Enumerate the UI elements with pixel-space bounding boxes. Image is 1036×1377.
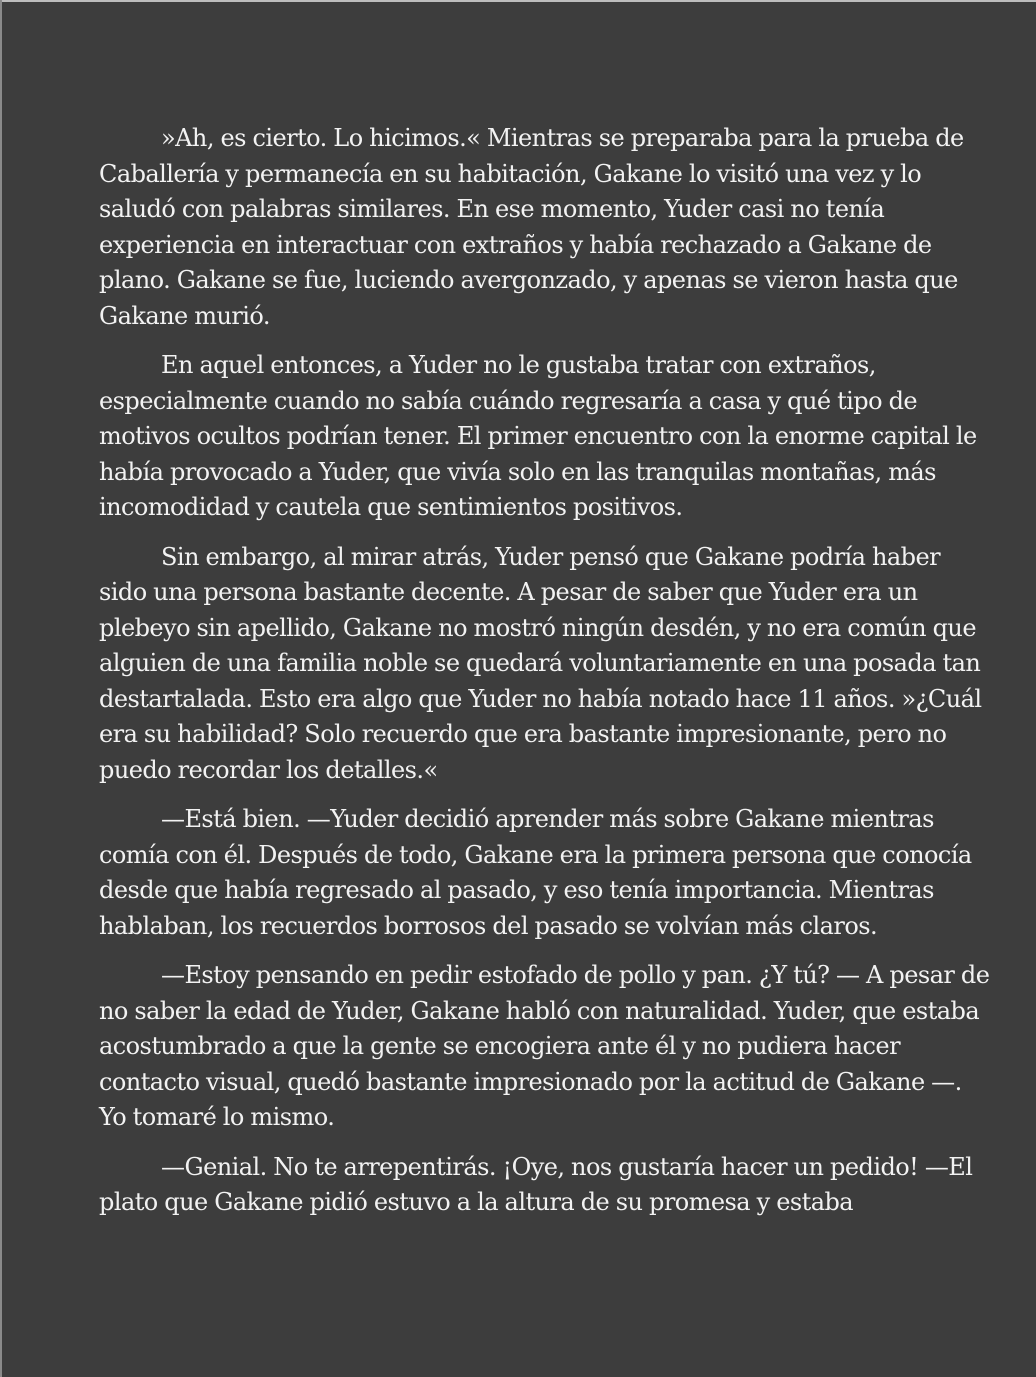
- window-top-border: [0, 0, 1036, 2]
- paragraph: En aquel entonces, a Yuder no le gustaba tratar con extraños, especialmente cuando no sabía cuándo regresaría a casa y qué tipo de motivos ocultos podrían tener. El primer encuentro con la enorme capital le había provocado a Yuder, que vivía solo en las tranquilas montañas, más incomodidad y cautela que sentimientos positivos.: [99, 351, 977, 521]
- window-left-border: [0, 0, 2, 1377]
- reader-page[interactable]: [99, 121, 991, 1235]
- paragraph: »Ah, es cierto. Lo hicimos.« Mientras se preparaba para la prueba de Caballería y permanecía en su habitación, Gakane lo visitó una vez y lo saludó con palabras similares. En ese momento, Yuder casi no tenía experiencia en interactuar con extraños y había rechazado a Gakane de plano. Gakane se fue, luciendo avergonzado, y apenas se vieron hasta que Gakane murió.: [99, 124, 964, 330]
- paragraph: Sin embargo, al mirar atrás, Yuder pensó que Gakane podría haber sido una persona bastante decente. A pesar de saber que Yuder era un plebeyo sin apellido, Gakane no mostró ningún desdén, y no era común que alguien de una familia noble se quedará voluntariamente en una posada tan destartalada. Esto era algo que Yuder no había notado hace 11 años. »¿Cuál era su habilidad? Solo recuerdo que era bastante impresionante, pero no puedo recordar los detalles.«: [99, 542, 982, 784]
- paragraph: —Está bien. —Yuder decidió aprender más sobre Gakane mientras comía con él. Después de todo, Gakane era la primera persona que conocía desde que había regresado al pasado, y eso tenía importancia. Mientras hablaban, los recuerdos borrosos del pasado se volvían más claros.: [99, 805, 972, 940]
- paragraph: —Estoy pensando en pedir estofado de pollo y pan. ¿Y tú? — A pesar de no saber la edad de Yuder, Gakane habló con naturalidad. Yuder, que estaba acostumbrado a que la gente se encogiera ante él y no pudiera hacer contacto visual, quedó bastante impresionado por la actitud de Gakane —. Yo tomaré lo mismo.: [99, 961, 990, 1131]
- paragraph: —Genial. No te arrepentirás. ¡Oye, nos gustaría hacer un pedido! —El plato que Gakane pidió estuvo a la altura de su promesa y estaba: [99, 1152, 973, 1216]
